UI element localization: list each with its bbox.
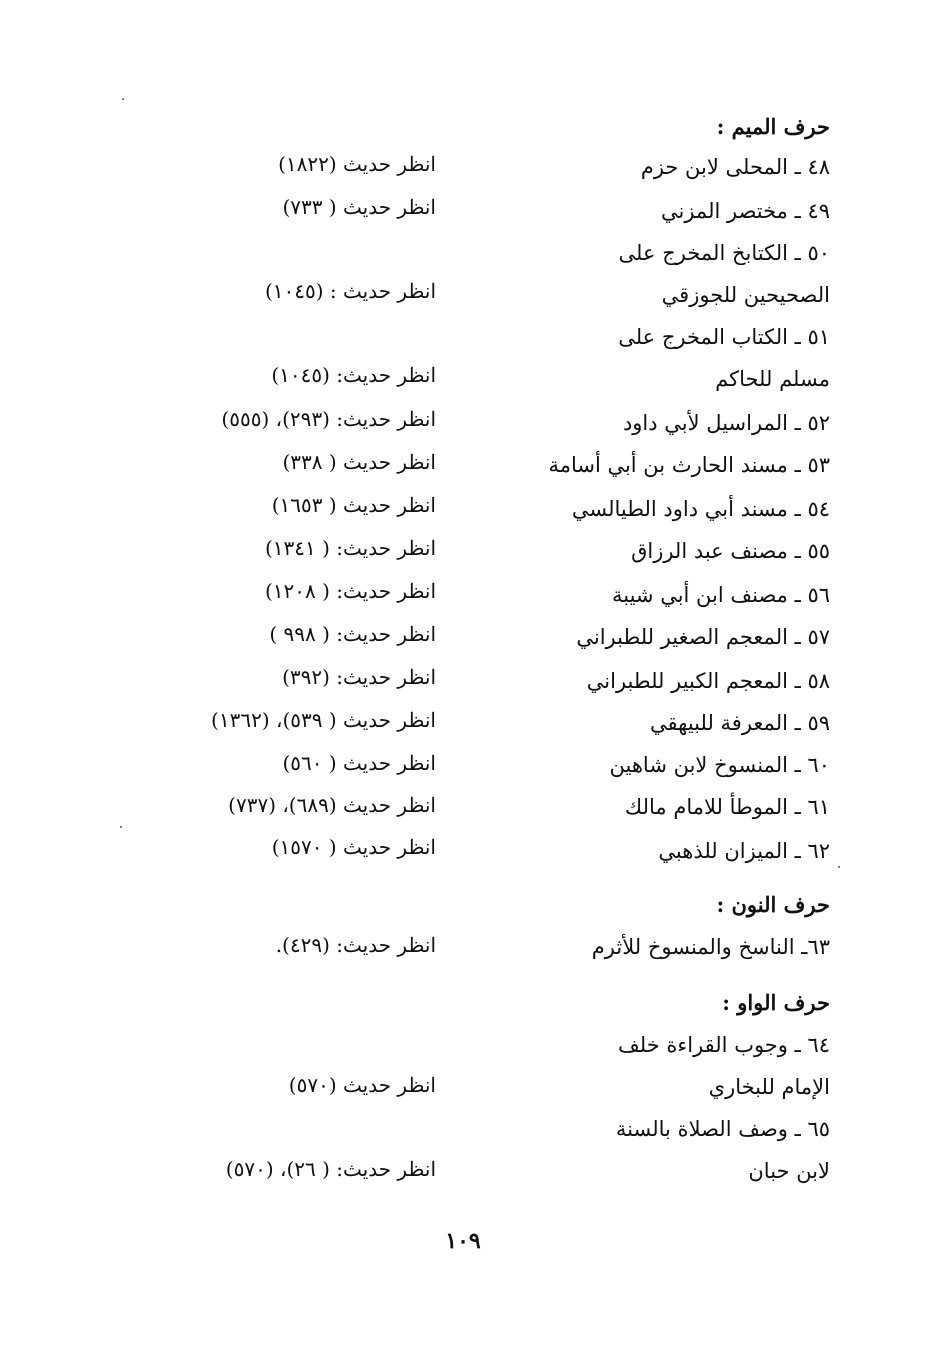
- page-number: ١٠٩: [445, 1228, 481, 1254]
- entry-63-reference: انظر حديث: (٤٢٩).: [275, 933, 436, 957]
- section-heading-meem: حرف الميم :: [716, 114, 830, 139]
- entry-64-title-line2: الإمام للبخاري: [708, 1075, 830, 1099]
- entry-50-reference: انظر حديث : (١٠٤٥): [264, 279, 436, 303]
- entry-51-title-line1: ٥١ ـ الكتاب المخرج على: [618, 325, 830, 349]
- entry-62-title: ٦٢ ـ الميزان للذهبي: [658, 839, 830, 863]
- entry-53-title: ٥٣ ـ مسند الحارث بن أبي أسامة: [548, 453, 830, 477]
- entry-60-reference: انظر حديث ( ٥٦٠): [282, 751, 436, 775]
- entry-54-title: ٥٤ ـ مسند أبي داود الطيالسي: [571, 497, 830, 521]
- entry-49-reference: انظر حديث ( ٧٣٣): [282, 195, 436, 219]
- entry-51-title-line2: مسلم للحاكم: [715, 367, 830, 391]
- scan-speck: [120, 826, 122, 828]
- entry-61-title: ٦١ ـ الموطأ للامام مالك: [624, 795, 830, 819]
- entry-65-title-line2: لابن حبان: [748, 1159, 830, 1183]
- entry-54-reference: انظر حديث ( ١٦٥٣): [271, 493, 436, 517]
- entry-57-title: ٥٧ ـ المعجم الصغير للطبراني: [576, 625, 830, 649]
- section-heading-noon: حرف النون :: [716, 892, 830, 917]
- section-heading-waw: حرف الواو :: [722, 990, 830, 1015]
- entry-52-reference: انظر حديث: (٢٩٣)، (٥٥٥): [221, 407, 436, 431]
- entry-55-title: ٥٥ ـ مصنف عبد الرزاق: [631, 539, 830, 563]
- entry-49-title: ٤٩ ـ مختصر المزني: [661, 199, 830, 223]
- entry-56-reference: انظر حديث: ( ١٢٠٨): [264, 579, 436, 603]
- entry-62-reference: انظر حديث ( ١٥٧٠): [271, 835, 436, 859]
- entry-64-title-line1: ٦٤ ـ وجوب القراءة خلف: [618, 1033, 830, 1057]
- entry-64-reference: انظر حديث (٥٧٠): [288, 1073, 436, 1097]
- entry-65-title-line1: ٦٥ ـ وصف الصلاة بالسنة: [615, 1117, 830, 1141]
- entry-50-title-line2: الصحيحين للجوزقي: [661, 283, 830, 307]
- entry-57-reference: انظر حديث: ( ٩٩٨ ): [269, 622, 436, 646]
- entry-48-reference: انظر حديث (١٨٢٢): [278, 152, 436, 176]
- entry-55-reference: انظر حديث: ( ١٣٤١): [264, 536, 436, 560]
- entry-58-title: ٥٨ ـ المعجم الكبير للطبراني: [586, 669, 830, 693]
- entry-60-title: ٦٠ ـ المنسوخ لابن شاهين: [609, 753, 830, 777]
- entry-53-reference: انظر حديث ( ٣٣٨): [282, 450, 436, 474]
- entry-59-title: ٥٩ ـ المعرفة للبيهقي: [650, 711, 830, 735]
- entry-48-title: ٤٨ ـ المحلى لابن حزم: [640, 155, 830, 179]
- entry-56-title: ٥٦ ـ مصنف ابن أبي شيبة: [611, 583, 830, 607]
- scan-speck: [122, 98, 124, 100]
- entry-52-title: ٥٢ ـ المراسيل لأبي داود: [622, 411, 830, 435]
- entry-50-title-line1: ٥٠ ـ الكتابخ المخرج على: [618, 241, 830, 265]
- scan-speck: [838, 866, 840, 868]
- entry-63-title: ٦٣ـ الناسخ والمنسوخ للأثرم: [591, 935, 830, 959]
- entry-58-reference: انظر حديث: (٣٩٢): [282, 665, 436, 689]
- entry-59-reference: انظر حديث ( ٥٣٩)، (١٣٦٢): [211, 708, 436, 732]
- entry-51-reference: انظر حديث: (١٠٤٥): [271, 363, 436, 387]
- entry-65-reference: انظر حديث: ( ٢٦)، (٥٧٠): [225, 1157, 436, 1181]
- entry-61-reference: انظر حديث (٦٨٩)، (٧٣٧): [228, 793, 436, 817]
